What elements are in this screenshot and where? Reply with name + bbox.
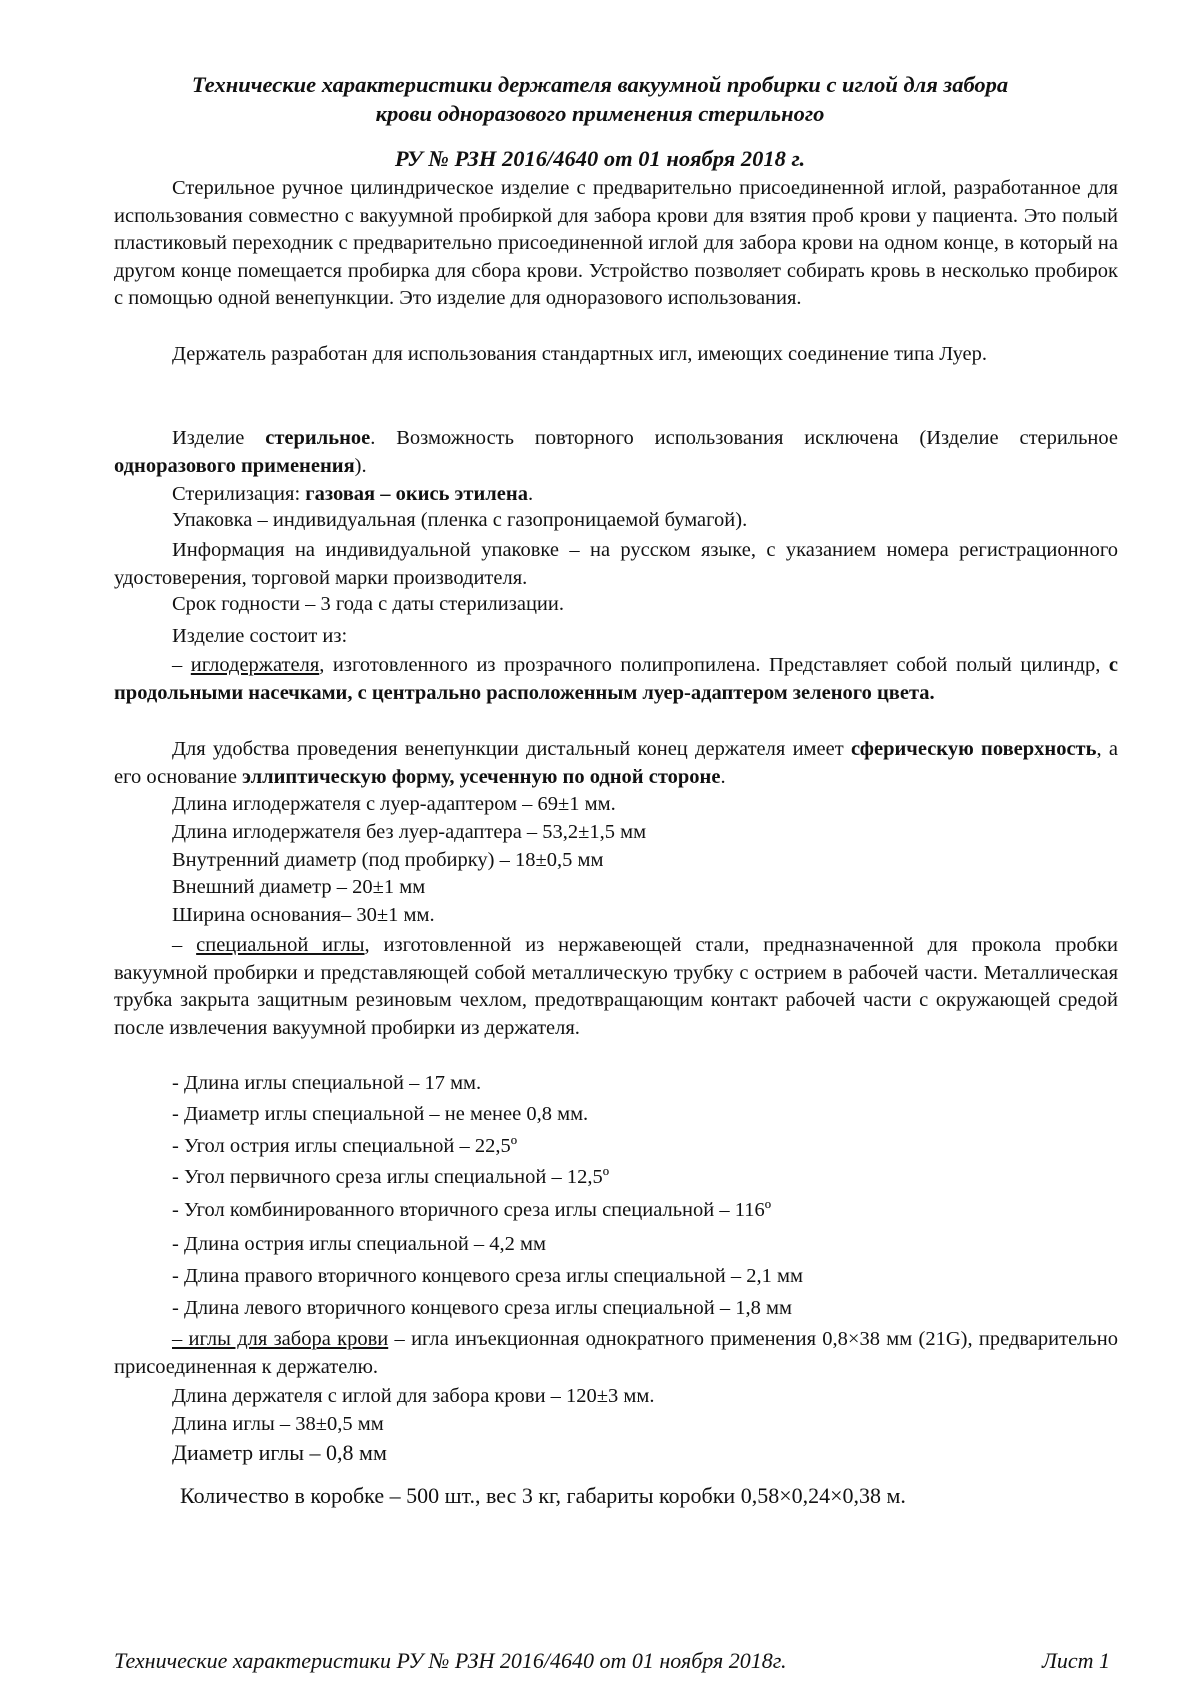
bold-text: сферическую поверхность	[850, 738, 1097, 760]
holder-spec: Внешний диаметр – 20±1 мм	[172, 876, 426, 898]
bold-text: с продольными насечками, с центрально расположенным луер-адаптером зеленого цвета.	[114, 654, 1118, 704]
text: , изготовленной из нержавеющей стали, предназначенной для прокола пробки вакуумной пробирки и представляющей собой металлическую трубку с острием в рабочей части. Металлическая трубка закрыта защитным резиновым чехлом, предотвращающим контакт рабочей части с окружающей средой после извлечения вакуумной пробирки из держателя.	[114, 934, 1118, 1039]
needle-spec: - Угол первичного среза иглы специальной – 12,5º	[172, 1166, 610, 1188]
consists-paragraph: Изделие состоит из:	[172, 625, 348, 647]
text: .	[720, 765, 726, 788]
text: Изделие	[172, 427, 266, 449]
underlined-text: специальной иглы	[196, 934, 365, 956]
intro-paragraph: Стерильное ручное цилиндрическое изделие с предварительно присоединенной иглой, разработанное для использования совместно с вакуумной пробиркой для забора крови для взятия проб крови у пациента. Это полый пластиковый переходник с предварительно присоединенной иглой для забора крови на одном конце, в который на другом конце помещается пробирка для сбора крови. Устройство позволяет собирать кровь в несколько пробирок с помощью одной венепункции. Это изделие для одноразового использования.	[114, 177, 1118, 310]
needle-spec: - Диаметр иглы специальной – не менее 0,8 мм.	[172, 1103, 589, 1125]
holder-spec: Длина иглодержателя без луер-адаптера – 53,2±1,5 мм	[172, 821, 647, 843]
underlined-text: иглодержателя	[190, 654, 320, 676]
needle-spec: - Длина иглы специальной – 17 мм.	[172, 1072, 482, 1094]
text: .	[527, 483, 534, 505]
text: Для удобства проведения венепункции дистальный конец держателя имеет	[172, 738, 851, 760]
bold-text: одноразового применения	[114, 454, 355, 477]
text: –	[172, 934, 197, 956]
bold-text: эллиптическую форму, усеченную по одной стороне	[242, 765, 721, 788]
shelf-life-paragraph: Срок годности – 3 года с даты стерилизации.	[172, 593, 564, 615]
packaging-paragraph: Упаковка – индивидуальная (пленка с газопроницаемой бумагой).	[172, 509, 748, 531]
assembly-spec: Диаметр иглы – 0,8 мм	[172, 1440, 387, 1465]
page-footer	[114, 1648, 1118, 1674]
document-title-line-1: Технические характеристики держателя вакуумной пробирки с иглой для забора	[191, 72, 1009, 97]
holder-spec: Длина иглодержателя с луер-адаптером – 69±1 мм.	[172, 793, 616, 815]
sterile-paragraph	[114, 425, 1118, 480]
document-title-line-2: крови одноразового применения стерильного	[375, 101, 825, 126]
holder-spec: Ширина основания– 30±1 мм.	[172, 904, 435, 926]
box-quantity: Количество в коробке – 500 шт., вес 3 кг, габариты коробки 0,58×0,24×0,38 м.	[180, 1483, 906, 1508]
registration-number: РУ № РЗН 2016/4640 от 01 ноября 2018 г.	[394, 146, 806, 171]
convenience-paragraph	[114, 736, 1118, 791]
needle-spec: - Длина острия иглы специальной – 4,2 мм	[172, 1233, 546, 1255]
needle-spec: - Угол комбинированного вторичного среза иглы специальной – 116º	[172, 1199, 772, 1221]
assembly-spec: Длина держателя с иглой для забора крови – 120±3 мм.	[172, 1385, 655, 1407]
holder-spec: Внутренний диаметр (под пробирку) – 18±0,5 мм	[172, 849, 604, 871]
bold-text: газовая – окись этилена	[305, 483, 528, 505]
needle-spec: - Угол острия иглы специальной – 22,5º	[172, 1135, 518, 1157]
sterilization-paragraph	[114, 481, 1118, 509]
needle-spec: - Длина левого вторичного концевого среза иглы специальной – 1,8 мм	[172, 1297, 792, 1319]
text: – игла инъекционная однократного применения 0,8×38 мм (21G), предварительно присоединенная к держателю.	[114, 1328, 1118, 1378]
text: Стерилизация:	[172, 483, 306, 505]
special-needle-paragraph	[114, 932, 1118, 1042]
holder-design-paragraph: Держатель разработан для использования стандартных игл, имеющих соединение типа Луер.	[172, 343, 988, 365]
text: ).	[354, 454, 367, 477]
text: , а его основание	[114, 738, 1118, 788]
bold-text: стерильное	[265, 427, 371, 449]
needle-spec: - Длина правого вторичного концевого среза иглы специальной – 2,1 мм	[172, 1265, 803, 1287]
needle-holder-paragraph	[114, 652, 1118, 707]
assembly-spec: Длина иглы – 38±0,5 мм	[172, 1413, 384, 1435]
text: –	[172, 654, 191, 676]
text: , изготовленного из прозрачного полипропилена. Представляет собой полый цилиндр,	[319, 654, 1109, 676]
blood-needle-paragraph	[114, 1326, 1118, 1381]
page-number: Лист 1	[1041, 1648, 1110, 1673]
footer-title: Технические характеристики РУ № РЗН 2016/4640 от 01 ноября 2018г.	[114, 1648, 787, 1673]
info-paragraph: Информация на индивидуальной упаковке – на русском языке, с указанием номера регистрационного удостоверения, торговой марки производителя.	[114, 539, 1118, 589]
text: . Возможность повторного использования исключена (Изделие стерильное	[370, 427, 1118, 449]
underlined-text: – иглы для забора крови	[172, 1328, 389, 1350]
